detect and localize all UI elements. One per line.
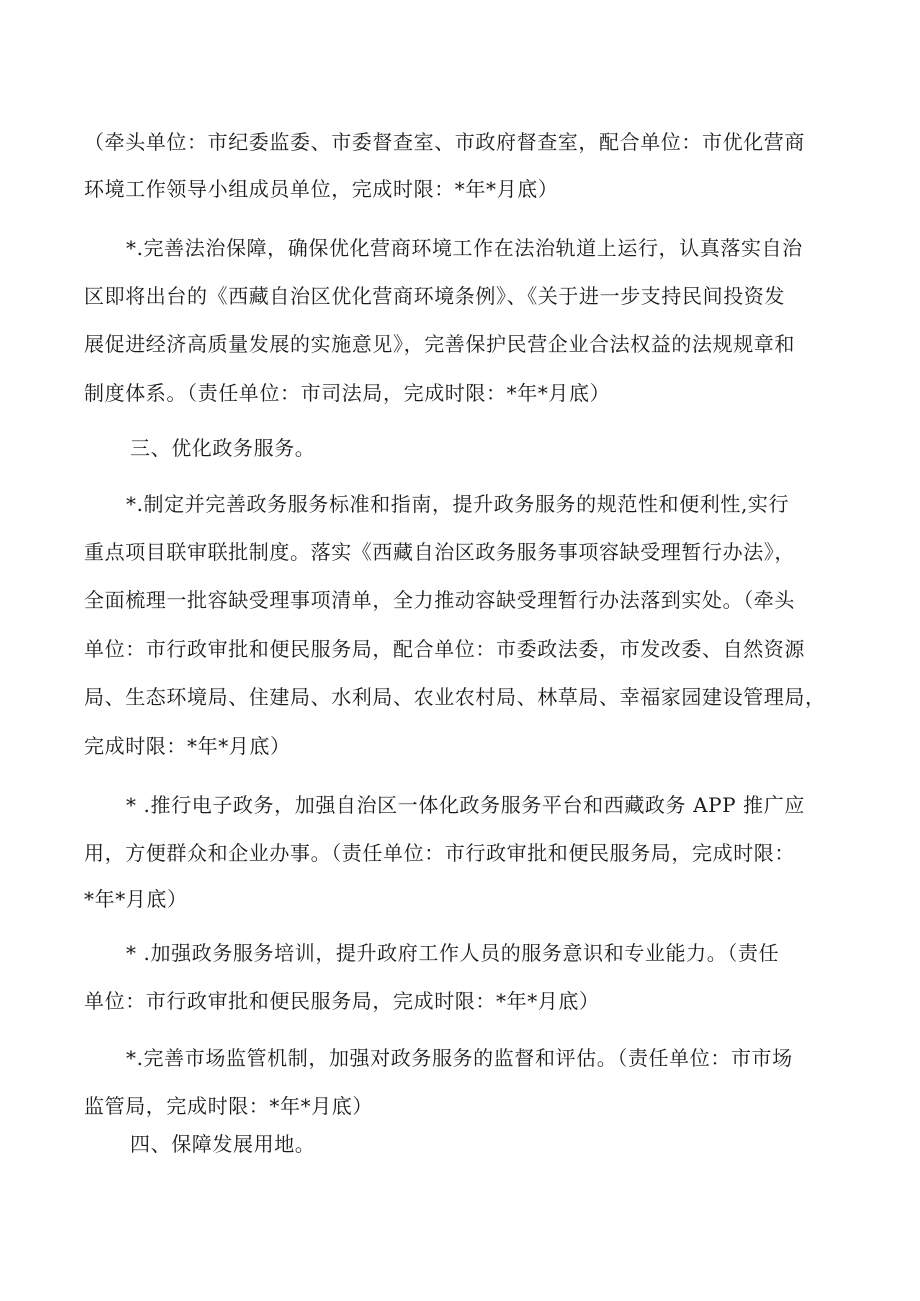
text-line: 全面梳理一批容缺受理事项清单，全力推动容缺受理暂行办法落到实处。（牵头: [84, 588, 795, 612]
text-line: 完成时限：*年*月底）: [84, 734, 291, 758]
text-line: 单位：市行政审批和便民服务局，完成时限：*年*月底）: [84, 989, 600, 1013]
text-line: *.完善市场监管机制，加强对政务服务的监督和评估。（责任单位：市市场: [126, 1046, 793, 1070]
text-line: 重点项目联审联批制度。落实《西藏自治区政务服务事项容缺受理暂行办法》，: [84, 540, 795, 564]
text-line: 监管局，完成时限：*年*月底）: [84, 1094, 373, 1118]
text-line: 制度体系。（责任单位：市司法局，完成时限：*年*月底）: [84, 381, 611, 405]
text-line: *.完善法治保障，确保优化营商环境工作在法治轨道上运行，认真落实自治: [126, 236, 803, 260]
text-line: 用，方便群众和企业办事。（责任单位：市行政审批和便民服务局，完成时限：: [84, 841, 795, 865]
text-line: * .推行电子政务，加强自治区一体化政务服务平台和西藏政务 APP 推广应: [126, 793, 805, 817]
text-line: *.制定并完善政务服务标准和指南，提升政务服务的规范性和便利性,实行: [126, 492, 790, 516]
text-line: 展促进经济高质量发展的实施意见》，完善保护民营企业合法权益的法规规章和: [84, 332, 795, 356]
text-line: 环境工作领导小组成员单位，完成时限：*年*月底）: [84, 177, 559, 201]
text-line: *年*月底）: [84, 887, 188, 911]
section-heading: 三、优化政务服务。: [130, 436, 316, 460]
text-line: （牵头单位：市纪委监委、市委督查室、市政府督查室，配合单位：市优化营商: [84, 130, 805, 154]
section-heading: 四、保障发展用地。: [130, 1132, 316, 1156]
text-line: * .加强政务服务培训，提升政府工作人员的服务意识和专业能力。（责任: [126, 941, 780, 965]
text-line: 单位：市行政审批和便民服务局，配合单位：市委政法委，市发改委、自然资源: [84, 637, 805, 661]
text-line: 局、生态环境局、住建局、水利局、农业农村局、林草局、幸福家园建设管理局，: [84, 685, 826, 709]
text-line: 区即将出台的《西藏自治区优化营商环境条例》、《关于进一步支持民间投资发: [84, 284, 785, 308]
